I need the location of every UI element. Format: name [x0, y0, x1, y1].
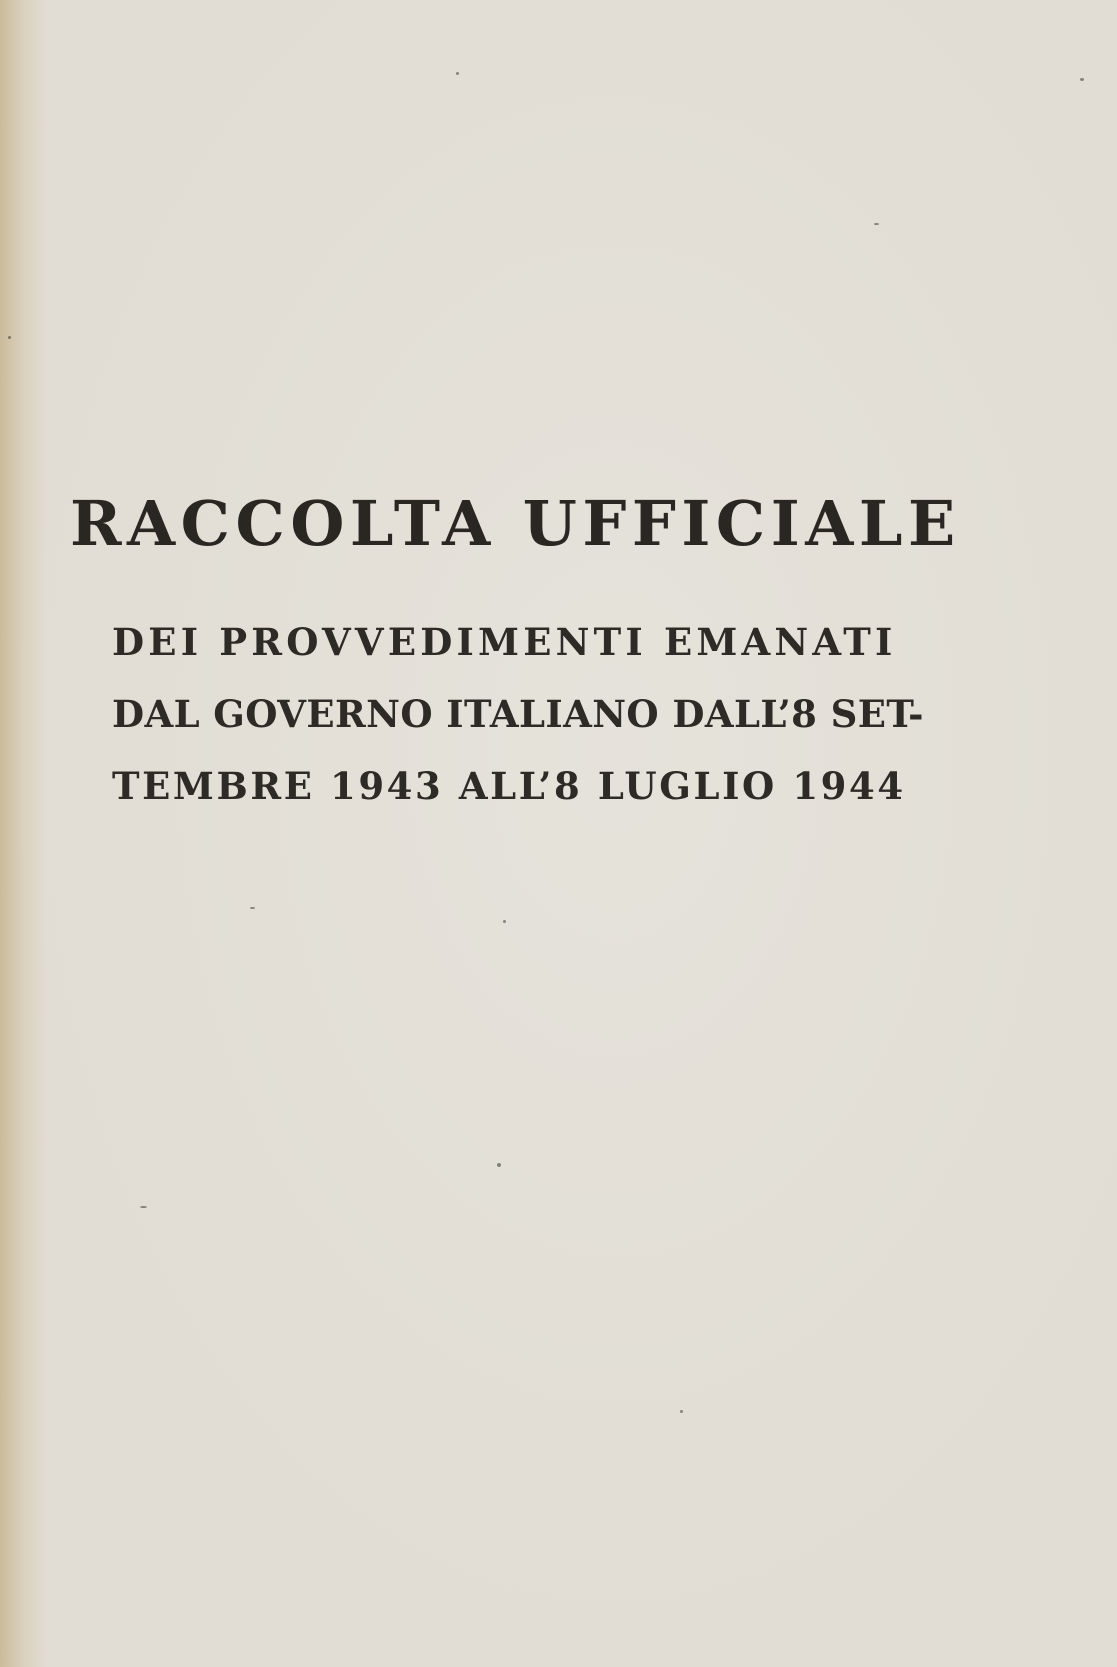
subtitle-line: DEI PROVVEDIMENTI EMANATI [112, 620, 897, 664]
paper-speck [8, 336, 11, 339]
page-title: RACCOLTA UFFICIALE [70, 487, 961, 560]
paper-speck [503, 920, 506, 923]
paper-speck [874, 223, 879, 225]
paper-speck [250, 907, 255, 909]
spine-shadow [0, 0, 44, 1667]
page-subtitle [112, 606, 942, 822]
paper-speck [140, 1206, 147, 1208]
paper-speck [1080, 78, 1084, 81]
paper-speck [497, 1163, 501, 1167]
paper-speck [456, 72, 459, 75]
subtitle-line: TEMBRE 1943 ALL’8 LUGLIO 1944 [112, 764, 906, 808]
subtitle-line: DAL GOVERNO ITALIANO DALL’8 SET- [112, 692, 924, 736]
paper-speck [680, 1410, 683, 1413]
